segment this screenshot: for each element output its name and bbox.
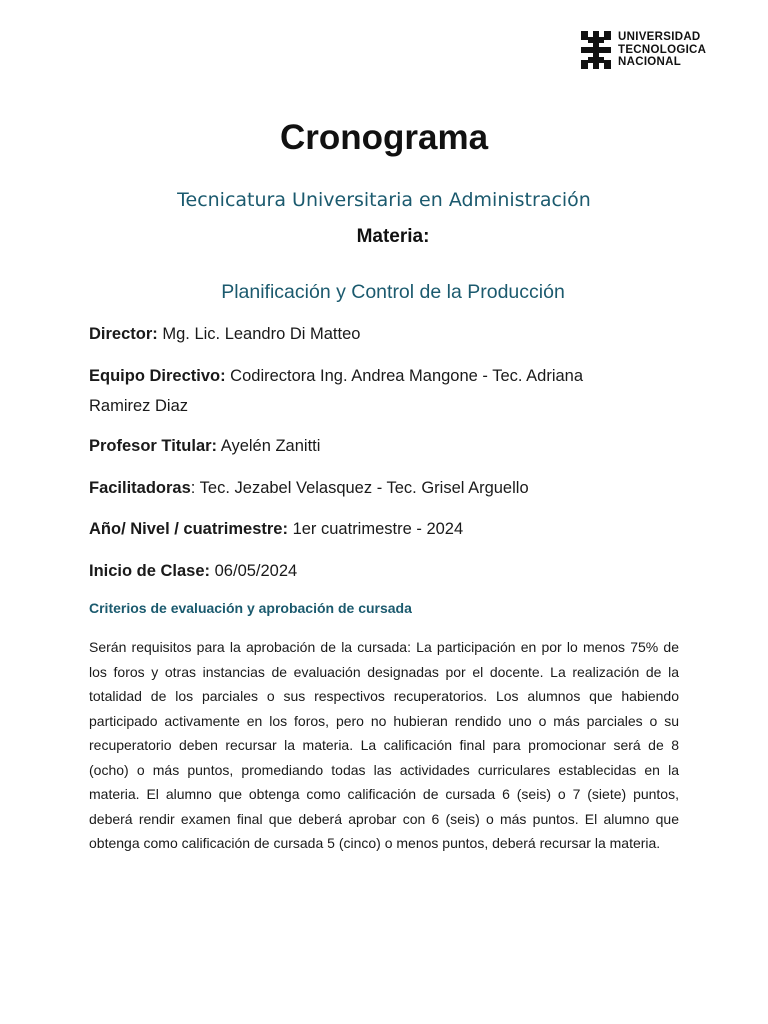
equipo-directivo-line <box>89 361 649 421</box>
facilitadoras-line <box>89 473 689 503</box>
utn-logo-text <box>618 31 706 69</box>
logo-line-1: UNIVERSIDAD <box>618 31 701 43</box>
profesor-key: Profesor Titular: <box>89 437 218 455</box>
materia-label: Materia: <box>356 226 430 247</box>
section-title: Criterios de evaluación y aprobación de cursada <box>89 600 412 616</box>
profesor-value: Ayelén Zanitti <box>217 437 321 455</box>
logo-line-2: TECNOLOGICA <box>618 43 707 56</box>
logo-line-3: NACIONAL <box>618 56 682 68</box>
anio-key: Año/ Nivel / cuatrimestre: <box>89 520 288 538</box>
inicio-value: 06/05/2024 <box>210 562 298 580</box>
equipo-value: Codirectora Ing. Andrea Mangone - Tec. Adriana Ramirez Diaz <box>89 367 584 415</box>
anio-value: 1er cuatrimestre - 2024 <box>287 520 464 538</box>
program-name: Tecnicatura Universitaria en Administración <box>177 189 591 211</box>
inicio-key: Inicio de Clase: <box>89 562 211 580</box>
materia-name: Planificación y Control de la Producción <box>221 281 565 303</box>
inicio-clase-line <box>89 556 689 586</box>
page-title: Cronograma <box>279 118 489 157</box>
utn-logo-icon <box>581 31 611 69</box>
profesor-titular-line <box>89 431 689 461</box>
director-value: Mg. Lic. Leandro Di Matteo <box>157 325 361 343</box>
director-key: Director: <box>89 325 158 343</box>
utn-logo <box>581 31 706 69</box>
director-line <box>89 319 689 349</box>
equipo-key: Equipo Directivo: <box>89 367 226 385</box>
criteria-paragraph: Serán requisitos para la aprobación de la cursada: La participación en por lo menos 75% de los foros y otras instancias de evaluación designadas por el docente. La realización de la totalidad de los parciales o sus respectivos recuperatorios. Los alumnos que habiendo participado activamente en los foros, pero no hubieran rendido uno o más parciales o su recuperatorio deben recursar la materia. La calificación final para promocionar será de 8 (ocho) o más puntos, promediando todas las actividades curriculares establecidas en la materia. El alumno que obtenga como calificación de cursada 6 (seis) o 7 (siete) puntos, deberá rendir examen final que deberá aprobar con 6 (seis) o más puntos. El alumno que obtenga como calificación de cursada 5 (cinco) o menos puntos, deberá recursar la materia. <box>89 639 679 851</box>
facilitadoras-value: : Tec. Jezabel Velasquez - Tec. Grisel Arguello <box>190 479 529 497</box>
facilitadoras-key: Facilitadoras <box>89 479 191 497</box>
anio-nivel-line <box>89 514 689 544</box>
